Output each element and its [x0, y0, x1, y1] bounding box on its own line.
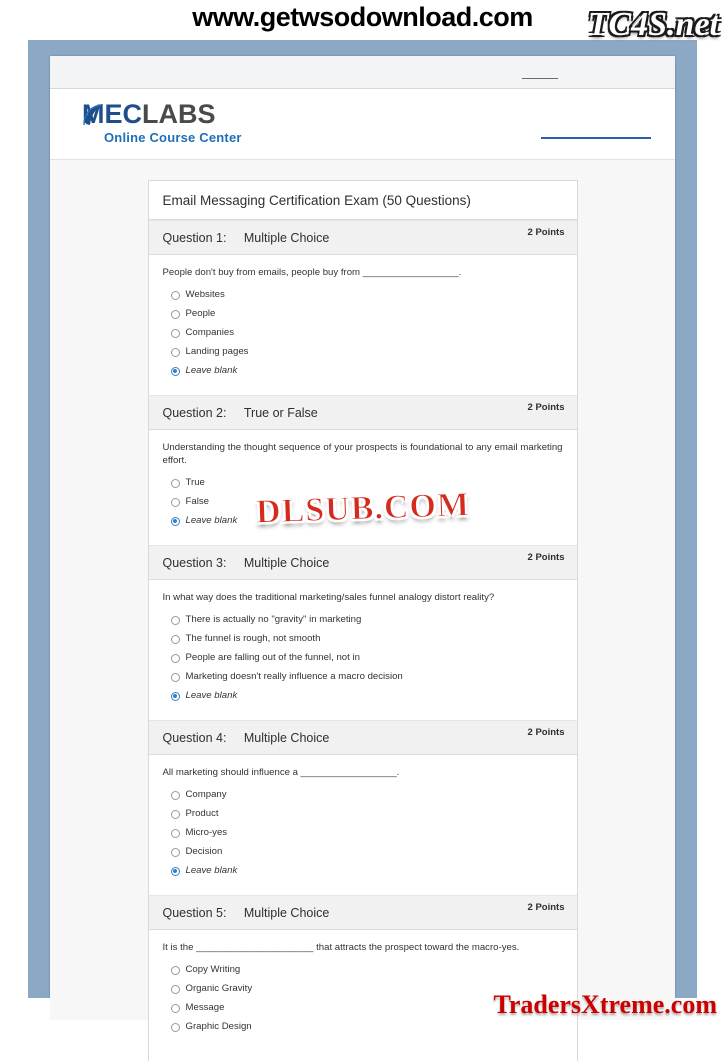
radio-icon[interactable] — [171, 329, 180, 338]
radio-icon[interactable] — [171, 635, 180, 644]
option-label: The funnel is rough, not smooth — [185, 633, 321, 644]
option-row[interactable] — [171, 689, 563, 703]
question-points: 2 Points — [527, 227, 565, 238]
radio-icon-selected[interactable] — [171, 367, 180, 376]
option-row[interactable] — [171, 826, 563, 840]
option-row[interactable] — [171, 788, 563, 802]
question-header — [149, 895, 577, 930]
radio-icon[interactable] — [171, 291, 180, 300]
radio-icon[interactable] — [171, 848, 180, 857]
option-row[interactable] — [171, 807, 563, 821]
option-label: Leave blank — [185, 865, 238, 876]
question-header — [149, 395, 577, 430]
browser-toolbar — [50, 56, 675, 89]
question-points: 2 Points — [527, 902, 565, 913]
question-type: Multiple Choice — [243, 556, 330, 570]
watermark-top: www.getwsodownload.com — [192, 2, 533, 32]
option-label: False — [185, 496, 209, 507]
watermark-top-right: TC4S.net — [587, 6, 719, 43]
radio-icon[interactable] — [171, 310, 180, 319]
exam-title: Email Messaging Certification Exam (50 Questions) — [149, 181, 577, 220]
question-points: 2 Points — [527, 552, 565, 563]
option-row[interactable] — [171, 864, 563, 878]
question-text: It is the ______________________ that attracts the prospect toward the macro-yes. — [162, 942, 520, 953]
option-label: Organic Gravity — [185, 983, 253, 994]
option-row[interactable] — [171, 845, 563, 859]
question-label: Question 2: — [162, 406, 227, 420]
option-label: Leave blank — [185, 515, 238, 526]
radio-icon[interactable] — [171, 673, 180, 682]
radio-icon[interactable] — [171, 348, 180, 357]
option-label: Leave blank — [185, 690, 238, 701]
question-type: Multiple Choice — [243, 731, 330, 745]
question-text: Understanding the thought sequence of your prospects is foundational to any email marketing effort. — [162, 442, 563, 466]
question-label: Question 1: — [162, 231, 227, 245]
meclabs-logo[interactable] — [82, 99, 292, 145]
option-row[interactable] — [171, 651, 563, 665]
question-label: Question 5: — [162, 906, 227, 920]
question-text: All marketing should influence a __________________. — [162, 767, 400, 778]
radio-icon[interactable] — [171, 498, 180, 507]
option-label: People — [185, 308, 216, 319]
address-bar-line[interactable] — [522, 78, 558, 79]
option-label: Leave blank — [185, 365, 238, 376]
radio-icon[interactable] — [171, 810, 180, 819]
option-label: True — [185, 477, 205, 488]
question-header — [149, 720, 577, 755]
radio-icon[interactable] — [171, 985, 180, 994]
question-body — [149, 580, 577, 720]
option-row[interactable] — [171, 326, 563, 340]
option-label: There is actually no "gravity" in marketing — [185, 614, 362, 625]
option-label: Landing pages — [185, 346, 249, 357]
option-row[interactable] — [171, 632, 563, 646]
radio-icon-selected[interactable] — [171, 517, 180, 526]
radio-icon[interactable] — [171, 654, 180, 663]
option-label: Micro-yes — [185, 827, 228, 838]
card-bottom-spacer — [149, 1051, 577, 1061]
radio-icon[interactable] — [171, 616, 180, 625]
logo-labs-text: LABS — [142, 99, 216, 129]
option-label: Message — [185, 1002, 225, 1013]
question-type: Multiple Choice — [243, 906, 330, 920]
radio-icon[interactable] — [171, 829, 180, 838]
option-row[interactable] — [171, 345, 563, 359]
header-account-link[interactable] — [541, 137, 651, 139]
logo-subtitle: Online Course Center — [104, 130, 242, 145]
question-type: True or False — [243, 406, 318, 420]
question-body — [149, 255, 577, 395]
radio-icon-selected[interactable] — [171, 867, 180, 876]
question-label: Question 3: — [162, 556, 227, 570]
question-header — [149, 545, 577, 580]
watermark-center: DLSUB.COM — [254, 486, 471, 531]
question-header — [149, 220, 577, 255]
radio-icon[interactable] — [171, 966, 180, 975]
option-row[interactable] — [171, 288, 563, 302]
option-row[interactable] — [171, 670, 563, 684]
option-row[interactable] — [171, 364, 563, 378]
question-points: 2 Points — [527, 727, 565, 738]
option-label: Graphic Design — [185, 1021, 252, 1032]
option-label: Companies — [185, 327, 235, 338]
radio-icon[interactable] — [171, 1004, 180, 1013]
watermark-bottom-right: TradersXtreme.com — [493, 990, 717, 1019]
radio-icon[interactable] — [171, 479, 180, 488]
site-header — [50, 89, 675, 160]
option-label: Websites — [185, 289, 225, 300]
logo-mec-text: MEC — [82, 99, 142, 129]
option-label: People are falling out of the funnel, not in — [185, 652, 360, 663]
option-row[interactable] — [171, 1020, 563, 1034]
question-text: In what way does the traditional marketing/sales funnel analogy distort reality? — [162, 592, 495, 603]
option-row[interactable] — [171, 476, 563, 490]
exam-content — [50, 160, 675, 1032]
option-label: Copy Writing — [185, 964, 241, 975]
radio-icon[interactable] — [171, 1023, 180, 1032]
option-label: Marketing doesn't really influence a macro decision — [185, 671, 403, 682]
exam-card — [148, 180, 578, 1061]
option-label: Product — [185, 808, 219, 819]
option-label: Company — [185, 789, 227, 800]
radio-icon[interactable] — [171, 791, 180, 800]
option-row[interactable] — [171, 963, 563, 977]
question-text: People don't buy from emails, people buy from __________________. — [162, 267, 462, 278]
question-body — [149, 755, 577, 895]
question-label: Question 4: — [162, 731, 227, 745]
question-type: Multiple Choice — [243, 231, 330, 245]
option-row[interactable] — [171, 307, 563, 321]
radio-icon-selected[interactable] — [171, 692, 180, 701]
swoosh-icon — [83, 103, 105, 127]
option-row[interactable] — [171, 613, 563, 627]
question-points: 2 Points — [527, 402, 565, 413]
logo-wordmark — [82, 99, 292, 129]
option-label: Decision — [185, 846, 223, 857]
